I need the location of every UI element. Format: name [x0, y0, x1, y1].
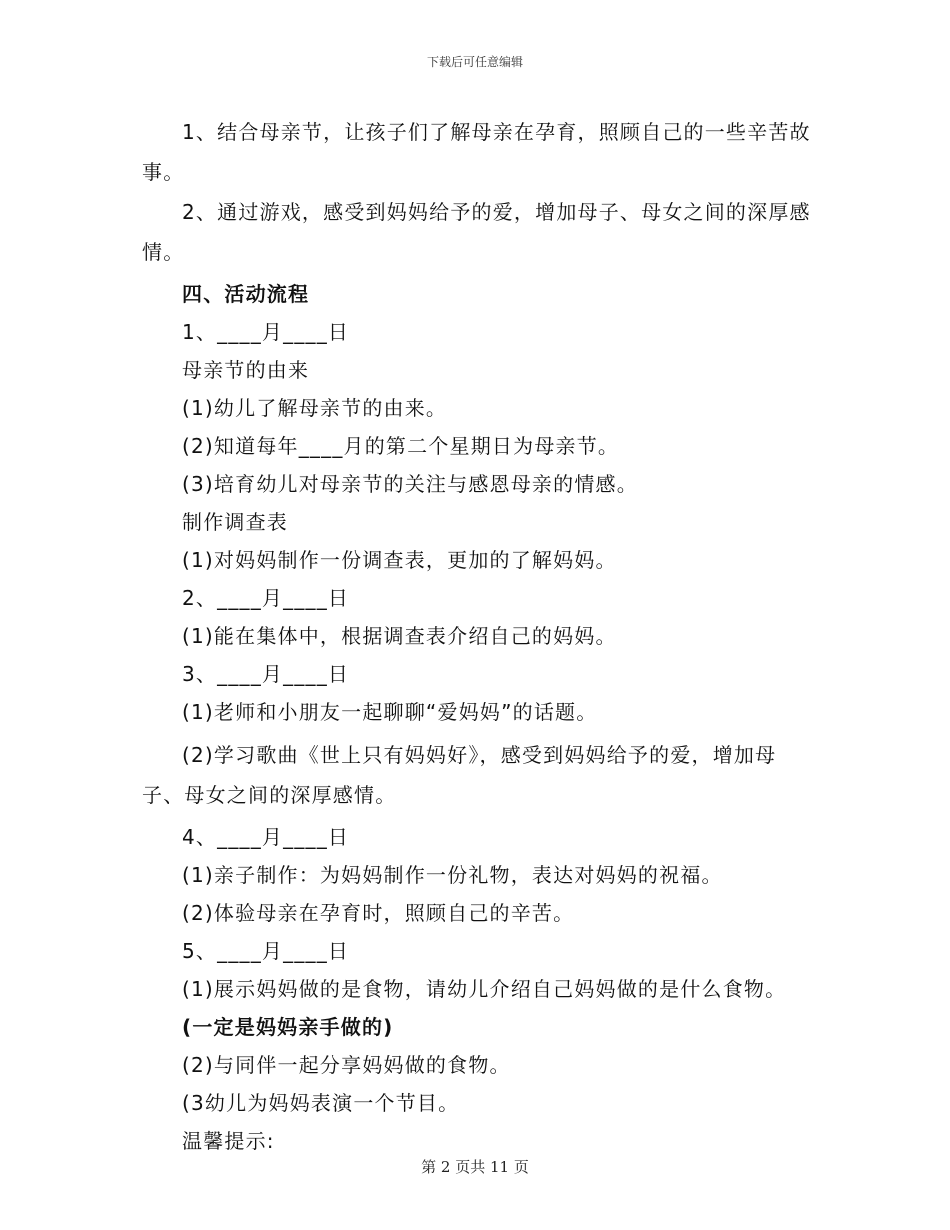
list-item: (1)展示妈妈做的是食物，请幼儿介绍自己妈妈做的是什么食物。	[182, 977, 787, 1001]
date-line-3: 3、____月____日	[182, 662, 350, 686]
page-footer: 第 2 页共 11 页	[421, 1158, 529, 1176]
list-item: (1)老师和小朋友一起聊聊“爱妈妈”的话题。	[182, 700, 598, 724]
list-item: (1)幼儿了解母亲节的由来。	[182, 396, 448, 420]
paragraph-goal-2: 2、通过游戏，感受到妈妈给予的爱，增加母子、母女之间的深厚感情。	[142, 200, 811, 264]
list-item: (2)与同伴一起分享妈妈做的食物。	[182, 1053, 511, 1077]
list-item: (1)对妈妈制作一份调查表，更加的了解妈妈。	[182, 548, 617, 572]
list-item: (1)能在集体中，根据调查表介绍自己的妈妈。	[182, 624, 617, 648]
note-handmade: (一定是妈妈亲手做的)	[182, 1015, 394, 1039]
subheading-survey: 制作调查表	[182, 510, 288, 534]
page-header: 下载后可任意编辑	[426, 55, 523, 69]
list-item: (3幼儿为妈妈表演一个节目。	[182, 1091, 460, 1115]
document-body	[142, 112, 812, 1164]
paragraph-goal-1: 1、结合母亲节，让孩子们了解母亲在孕育，照顾自己的一些辛苦故事。	[142, 120, 811, 184]
date-line-5: 5、____月____日	[182, 939, 350, 963]
tips-label: 温馨提示:	[182, 1129, 275, 1153]
list-item: (2)体验母亲在孕育时，照顾自己的辛苦。	[182, 901, 575, 925]
list-item: (3)培育幼儿对母亲节的关注与感恩母亲的情感。	[182, 472, 638, 496]
date-line-4: 4、____月____日	[182, 825, 350, 849]
date-line-1: 1、____月____日	[182, 320, 350, 344]
list-item: (1)亲子制作：为妈妈制作一份礼物，表达对妈妈的祝福。	[182, 863, 723, 887]
date-line-2: 2、____月____日	[182, 586, 350, 610]
list-item: (2)学习歌曲《世上只有妈妈好》，感受到妈妈给予的爱，增加母子、母女之间的深厚感情。	[142, 743, 777, 807]
list-item: (2)知道每年____月的第二个星期日为母亲节。	[182, 434, 620, 458]
subheading-origin: 母亲节的由来	[182, 358, 310, 382]
section-heading-activity-flow: 四、活动流程	[182, 282, 310, 306]
